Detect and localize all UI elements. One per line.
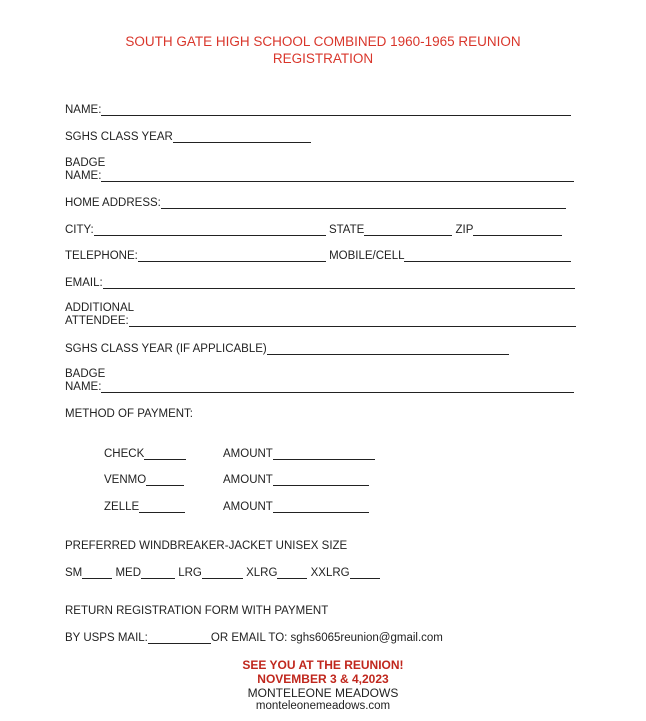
usps-mail-label: BY USPS MAIL: xyxy=(65,632,148,644)
badge-name-field[interactable] xyxy=(101,171,574,182)
email-row xyxy=(65,275,575,291)
class-year-field[interactable] xyxy=(173,130,311,143)
additional-attendee-field[interactable] xyxy=(129,316,576,327)
form-title-line1: SOUTH GATE HIGH SCHOOL COMBINED 1960-1965 REUNION xyxy=(125,34,521,49)
form-title-line2: REGISTRATION xyxy=(272,51,374,66)
class-year-row xyxy=(65,129,311,145)
size-lrg-field[interactable] xyxy=(202,566,243,579)
zelle-amount-row xyxy=(223,499,369,515)
additional-label-line1: ADDITIONAL xyxy=(65,302,135,314)
home-address-label: HOME ADDRESS: xyxy=(65,197,161,209)
check-amount-field[interactable] xyxy=(273,447,375,460)
see-you-text: SEE YOU AT THE REUNION! xyxy=(242,658,404,672)
size-med-label: MED xyxy=(115,567,142,579)
return-heading: RETURN REGISTRATION FORM WITH PAYMENT xyxy=(65,605,329,617)
class-year-label: SGHS CLASS YEAR xyxy=(65,131,173,143)
telephone-label: TELEPHONE: xyxy=(65,250,138,262)
size-xxlrg-field[interactable] xyxy=(350,566,380,579)
size-med-field[interactable] xyxy=(141,566,175,579)
size-lrg-label: LRG xyxy=(178,567,202,579)
mobile-label: MOBILE/CELL xyxy=(329,250,405,262)
badge-label-line1: BADGE xyxy=(65,157,106,169)
zelle-field[interactable] xyxy=(139,500,185,513)
zip-label: ZIP xyxy=(455,224,474,236)
event-dates: NOVEMBER 3 & 4,2023 xyxy=(257,672,389,686)
city-state-zip-row xyxy=(65,222,562,238)
return-method-row xyxy=(65,630,443,646)
badge-name-2-field[interactable] xyxy=(101,382,574,393)
email-label: EMAIL: xyxy=(65,277,103,289)
size-xxlrg-label: XXLRG xyxy=(310,567,350,579)
email-to-text: OR EMAIL TO: sghs6065reunion@gmail.com xyxy=(210,632,443,644)
name-label: NAME: xyxy=(65,104,102,116)
venue-website-link[interactable]: monteleonemeadows.com xyxy=(255,700,391,712)
class-year-applicable-row xyxy=(65,341,509,357)
jacket-heading: PREFERRED WINDBREAKER-JACKET UNISEX SIZE xyxy=(65,540,348,552)
size-sm-field[interactable] xyxy=(82,566,112,579)
check-amount-label: AMOUNT xyxy=(223,448,273,460)
zelle-amount-field[interactable] xyxy=(273,500,369,513)
payment-check-row xyxy=(104,446,186,462)
venmo-label: VENMO xyxy=(104,474,147,486)
usps-mail-field[interactable] xyxy=(148,631,211,644)
state-field[interactable] xyxy=(364,223,452,236)
additional-attendee-row xyxy=(65,302,576,330)
zelle-label: ZELLE xyxy=(104,501,140,513)
badge-name-2-row xyxy=(65,368,574,396)
payment-venmo-row xyxy=(104,472,184,488)
payment-zelle-row xyxy=(104,499,185,515)
class-year-applicable-field[interactable] xyxy=(267,342,509,355)
class-year-applicable-label: SGHS CLASS YEAR (IF APPLICABLE) xyxy=(65,343,267,355)
additional-label-line2: ATTENDEE: xyxy=(65,315,129,327)
check-amount-row xyxy=(223,446,375,462)
badge-label-line2: NAME: xyxy=(65,170,102,182)
telephone-field[interactable] xyxy=(138,249,326,262)
check-field[interactable] xyxy=(144,447,186,460)
venmo-amount-row xyxy=(223,472,369,488)
zelle-amount-label: AMOUNT xyxy=(223,501,273,513)
badge2-label-line1: BADGE xyxy=(65,368,106,380)
venmo-field[interactable] xyxy=(146,473,184,486)
badge-name-row xyxy=(65,157,574,185)
venue-name: MONTELEONE MEADOWS xyxy=(247,686,399,700)
state-label: STATE xyxy=(328,224,365,236)
payment-heading: METHOD OF PAYMENT: xyxy=(65,408,193,420)
home-address-field[interactable] xyxy=(161,196,566,209)
venmo-amount-label: AMOUNT xyxy=(223,474,273,486)
city-label: CITY: xyxy=(65,224,94,236)
check-label: CHECK xyxy=(104,448,145,460)
phone-row xyxy=(65,248,571,264)
badge2-label-line2: NAME: xyxy=(65,381,102,393)
size-xlrg-label: XLRG xyxy=(246,567,278,579)
name-field[interactable] xyxy=(101,103,571,116)
name-row xyxy=(65,102,571,118)
city-field[interactable] xyxy=(94,223,326,236)
size-sm-label: SM xyxy=(65,567,83,579)
home-address-row xyxy=(65,195,566,211)
jacket-sizes-row xyxy=(65,565,380,581)
venmo-amount-field[interactable] xyxy=(273,473,369,486)
email-field[interactable] xyxy=(103,276,575,289)
mobile-field[interactable] xyxy=(404,249,571,262)
zip-field[interactable] xyxy=(473,223,562,236)
size-xlrg-field[interactable] xyxy=(277,566,307,579)
